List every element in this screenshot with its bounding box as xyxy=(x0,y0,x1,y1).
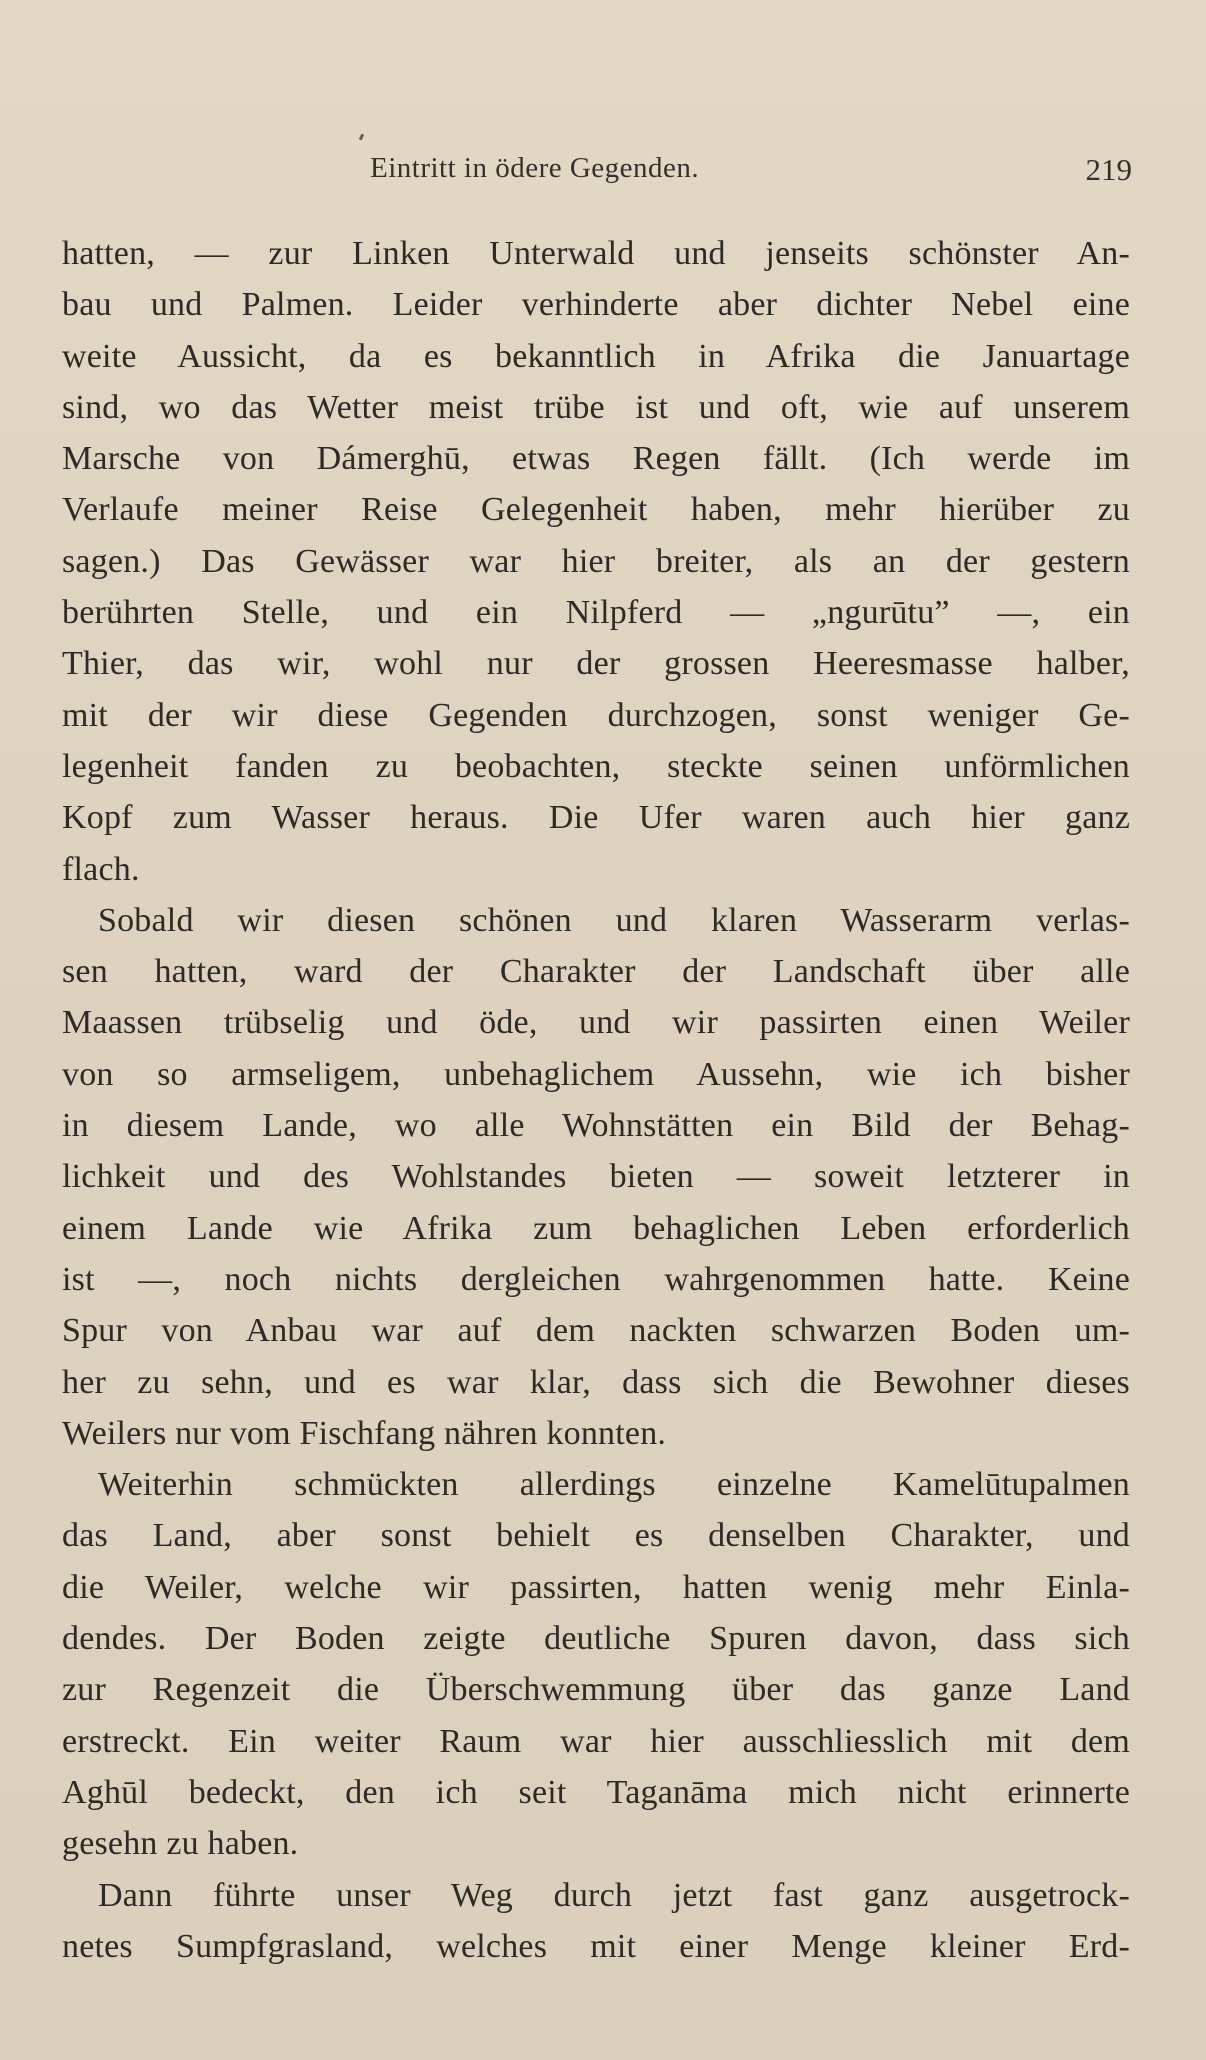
page-header xyxy=(100,152,1132,202)
text-line: dendes. Der Boden zeigte deutliche Spuren davon, dass sich xyxy=(62,1620,1130,1658)
text-line: mit der wir diese Gegenden durchzogen, sonst weniger Ge- xyxy=(62,696,1130,734)
text-line: in diesem Lande, wo alle Wohnstätten ein Bild der Behag- xyxy=(62,1107,1130,1145)
text-line: Thier, das wir, wohl nur der grossen Heeresmasse halber, xyxy=(62,645,1130,683)
text-line: Verlaufe meiner Reise Gelegenheit haben, mehr hierüber zu xyxy=(62,491,1130,529)
page-number: 219 xyxy=(1085,152,1132,187)
text-line: her zu sehn, und es war klar, dass sich die Bewohner dieses xyxy=(62,1363,1130,1401)
text-line: gesehn zu haben. xyxy=(62,1825,299,1863)
text-line: erstreckt. Ein weiter Raum war hier ausschliesslich mit dem xyxy=(62,1722,1130,1760)
text-line: hatten, — zur Linken Unterwald und jenseits schönster An- xyxy=(62,235,1130,272)
text-line: lichkeit und des Wohlstandes bieten — soweit letzterer in xyxy=(62,1158,1130,1196)
text-line: die Weiler, welche wir passirten, hatten wenig mehr Einla- xyxy=(62,1568,1130,1606)
text-line: sind, wo das Wetter meist trübe ist und oft, wie auf unserem xyxy=(62,388,1130,426)
text-line: Kopf zum Wasser heraus. Die Ufer waren auch hier ganz xyxy=(62,799,1130,837)
text-line: ist —, noch nichts dergleichen wahrgenommen hatte. Keine xyxy=(62,1260,1130,1298)
text-line: einem Lande wie Afrika zum behaglichen Leben erforderlich xyxy=(62,1209,1130,1247)
text-line: Maassen trübselig und öde, und wir passirten einen Weiler xyxy=(62,1004,1130,1042)
text-line: von so armseligem, unbehaglichem Aussehn, wie ich bisher xyxy=(62,1055,1130,1093)
text-line: Spur von Anbau war auf dem nackten schwarzen Boden um- xyxy=(62,1312,1130,1350)
text-line: Aghūl bedeckt, den ich seit Taganāma mich nicht erinnerte xyxy=(62,1773,1130,1811)
text-line: Dann führte unser Weg durch jetzt fast ganz ausgetrock- xyxy=(98,1876,1130,1914)
text-line: sagen.) Das Gewässer war hier breiter, als an der gestern xyxy=(62,542,1130,580)
text-line: Marsche von Dámerghū, etwas Regen fällt. (Ich werde im xyxy=(62,440,1130,478)
print-mark xyxy=(359,134,364,141)
text-line: zur Regenzeit die Überschwemmung über das ganze Land xyxy=(62,1671,1130,1709)
text-line: Sobald wir diesen schönen und klaren Wasserarm verlas- xyxy=(98,901,1130,939)
text-line: das Land, aber sonst behielt es denselben Charakter, und xyxy=(62,1517,1130,1555)
text-line: legenheit fanden zu beobachten, steckte seinen unförmlichen xyxy=(62,747,1130,785)
text-line: Weilers nur vom Fischfang nähren konnten. xyxy=(62,1414,667,1452)
text-line: sen hatten, ward der Charakter der Landschaft über alle xyxy=(62,953,1130,991)
text-line: berührten Stelle, und ein Nilpferd — „ngurūtu” —, ein xyxy=(62,594,1130,632)
text-line: Weiterhin schmückten allerdings einzelne Kamelūtupalmen xyxy=(98,1466,1130,1504)
running-head: Eintritt in ödere Gegenden. xyxy=(370,152,700,184)
text-line: netes Sumpfgrasland, welches mit einer Menge kleiner Erd- xyxy=(62,1927,1130,1965)
text-line: weite Aussicht, da es bekanntlich in Afrika die Januartage xyxy=(62,337,1130,375)
text-line: bau und Palmen. Leider verhinderte aber dichter Nebel eine xyxy=(62,286,1130,324)
body-text xyxy=(62,228,1130,1972)
text-line: flach. xyxy=(62,850,140,888)
